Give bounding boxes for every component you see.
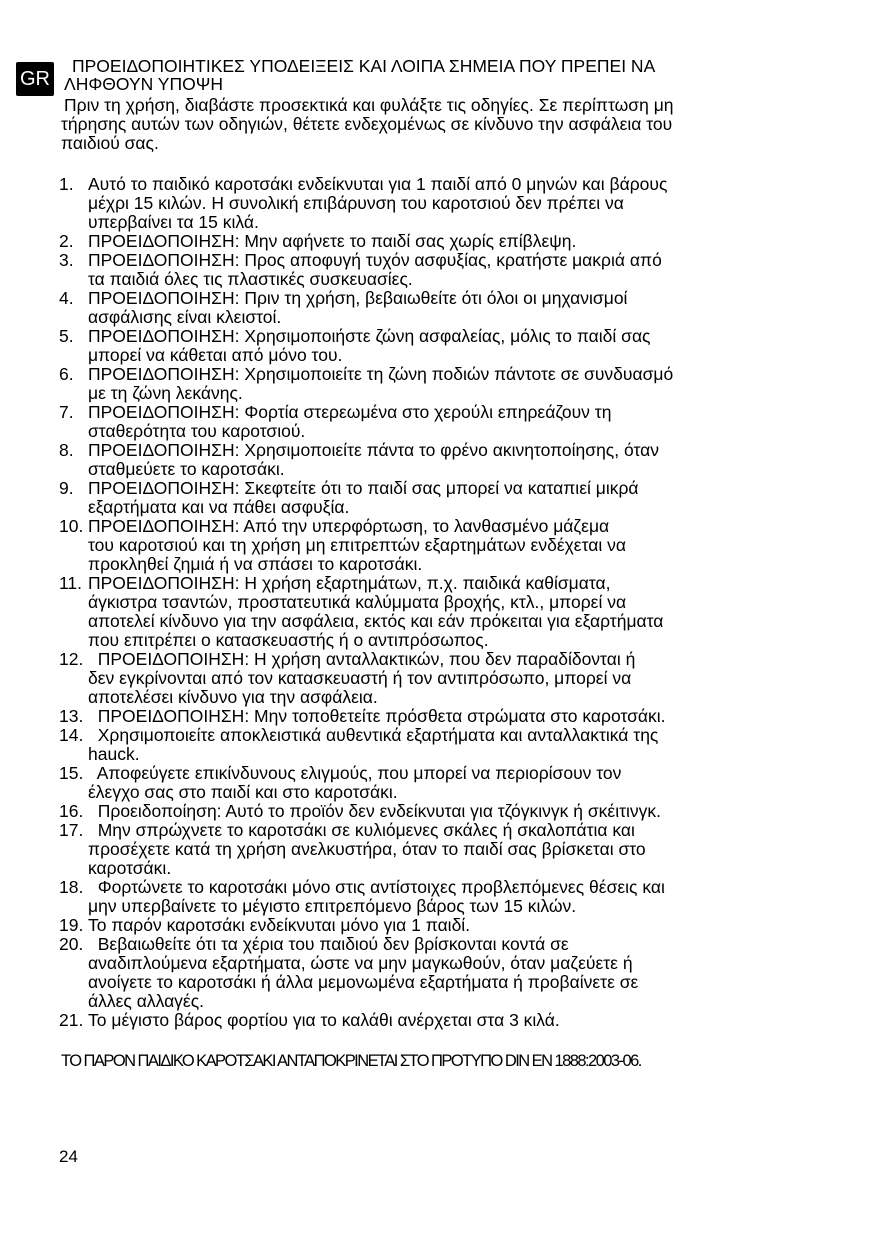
list-item-number: 15. [59, 763, 84, 783]
list-item-text-line: προκληθεί ζημιά ή να σπάσει το καροτσάκι. [88, 554, 423, 574]
list-item-text-line: ΠΡΟΕΙΔΟΠΟΙΗΣΗ: Χρησιμοποιείτε τη ζώνη ποδιών πάντοτε σε συνδυασμό [88, 364, 674, 384]
warning-list [59, 175, 804, 1030]
list-item [59, 403, 804, 441]
list-item-text-line: Αυτό το παιδικό καροτσάκι ενδείκνυται για 1 παιδί από 0 μηνών και βάρους [88, 174, 668, 194]
list-item-number: 14. [59, 725, 84, 745]
list-item [59, 232, 804, 251]
list-item [59, 289, 804, 327]
list-item-number: 9. [59, 478, 74, 498]
list-item-text-line: ΠΡΟΕΙΔΟΠΟΙΗΣΗ: Χρησιμοποιήστε ζώνη ασφαλείας, μόλις το παιδί σας [88, 326, 651, 346]
list-item-text-line: έλεγχο σας στο παιδί και στο καροτσάκι. [88, 782, 398, 802]
list-item-number: 13. [59, 706, 84, 726]
list-item-number: 12. [59, 649, 84, 669]
list-item-text-line: ΠΡΟΕΙΔΟΠΟΙΗΣΗ: Η χρήση εξαρτημάτων, π.χ. παιδικά καθίσματα, [88, 573, 611, 593]
intro-line: Πριν τη χρήση, διαβάστε προσεκτικά και φυλάξτε τις οδηγίες. Σε περίπτωση μη [64, 95, 674, 115]
page-number: 24 [59, 1147, 78, 1166]
list-item-number: 1. [59, 174, 74, 194]
list-item-text-line: ΠΡΟΕΙΔΟΠΟΙΗΣΗ: Πριν τη χρήση, βεβαιωθείτε ότι όλοι οι μηχανισμοί [88, 288, 628, 308]
list-item-text-line: ασφάλισης είναι κλειστοί. [88, 307, 282, 327]
list-item [59, 327, 804, 365]
list-item-number: 5. [59, 326, 74, 346]
list-item-text-line: σταθερότητα του καροτσιού. [88, 421, 306, 441]
list-item-text-line: καροτσάκι. [88, 858, 172, 878]
list-item-text-line: δεν εγκρίνονται από τον κατασκευαστή ή τον αντιπρόσωπο, μπορεί να [88, 668, 632, 688]
list-item [59, 764, 804, 802]
list-item [59, 251, 804, 289]
standard-compliance-note: ΤΟ ΠΑΡΟΝ ΠΑΙΔΙΚΟ ΚΑΡΟΤΣΑΚΙ ΑΝΤΑΠΟΚΡΙΝΕΤΑΙ ΣΤΟ ΠΡΟΤΥΠΟ DIN EN 1888:2003-06. [61, 1052, 641, 1070]
list-item-text-line: ΠΡΟΕΙΔΟΠΟΙΗΣΗ: Φορτία στερεωμένα στο χερούλι επηρεάζουν τη [88, 402, 612, 422]
list-item-number: 17. [59, 820, 84, 840]
list-item-text-line: Μην σπρώχνετε το καροτσάκι σε κυλιόμενες σκάλες ή σκαλοπάτια και [88, 820, 635, 840]
list-item-text-line: αναδιπλούμενα εξαρτήματα, ώστε να μην μαγκωθούν, όταν μαζεύετε ή [88, 953, 633, 973]
list-item [59, 802, 804, 821]
list-item [59, 441, 804, 479]
list-item-text-line: Φορτώνετε το καροτσάκι μόνο στις αντίστοιχες προβλεπόμενες θέσεις και [88, 877, 665, 897]
list-item-number: 3. [59, 250, 74, 270]
list-item-number: 4. [59, 288, 74, 308]
list-item-text-line: ΠΡΟΕΙΔΟΠΟΙΗΣΗ: Μην τοποθετείτε πρόσθετα στρώματα στο καροτσάκι. [88, 706, 666, 726]
list-item-text-line: άγκιστρα τσαντών, προστατευτικά καλύμματα βροχής, κτλ., μπορεί να [88, 592, 627, 612]
list-item-text-line: Το μέγιστο βάρος φορτίου για το καλάθι ανέρχεται στα 3 κιλά. [88, 1010, 560, 1030]
list-item-text-line: ανοίγετε το καροτσάκι ή άλλα μεμονωμένα εξαρτήματα ή προβαίνετε σε [88, 972, 639, 992]
list-item-text-line: με τη ζώνη λεκάνης. [88, 383, 243, 403]
list-item-number: 7. [59, 402, 74, 422]
list-item-text-line: αποτελέσει κίνδυνο για την ασφάλεια. [88, 687, 378, 707]
list-item [59, 574, 804, 650]
list-item-text-line: ΠΡΟΕΙΔΟΠΟΙΗΣΗ: Η χρήση ανταλλακτικών, που δεν παραδίδονται ή [88, 649, 636, 669]
list-item-text-line: τα παιδιά όλες τις πλαστικές συσκευασίες. [88, 269, 413, 289]
list-item-number: 2. [59, 231, 74, 251]
list-item [59, 821, 804, 878]
list-item-text-line: που επιτρέπει ο κατασκευαστής ή ο αντιπρόσωπος. [88, 630, 489, 650]
list-item-text-line: ΠΡΟΕΙΔΟΠΟΙΗΣΗ: Μην αφήνετε το παιδί σας χωρίς επίβλεψη. [88, 231, 577, 251]
list-item-number: 21. [59, 1010, 84, 1030]
list-item-text-line: ΠΡΟΕΙΔΟΠΟΙΗΣΗ: Σκεφτείτε ότι το παιδί σας μπορεί να καταπιεί μικρά [88, 478, 639, 498]
list-item-text-line: Βεβαιωθείτε ότι τα χέρια του παιδιού δεν βρίσκονται κοντά σε [88, 934, 569, 954]
intro-line: τήρησης αυτών των οδηγιών, θέτετε ενδεχομένως σε κίνδυνο την ασφάλεια του [61, 114, 673, 134]
list-item-text-line: άλλες αλλαγές. [88, 991, 205, 1011]
list-item-text-line: σταθμεύετε το καροτσάκι. [88, 459, 285, 479]
heading-line-1: ΠΡΟΕΙΔΟΠΟΙΗΤΙΚΕΣ ΥΠΟΔΕΙΞΕΙΣ ΚΑΙ ΛΟΙΠΑ ΣΗΜΕΙΑ ΠΟΥ ΠΡΕΠΕΙ ΝΑ [72, 56, 656, 76]
list-item [59, 1011, 804, 1030]
intro-line: παιδιού σας. [61, 133, 159, 153]
list-item-text-line: hauck. [88, 744, 140, 764]
list-item-number: 20. [59, 934, 84, 954]
list-item-text-line: του καροτσιού και τη χρήση μη επιτρεπτών εξαρτημάτων ενδέχεται να [88, 535, 627, 555]
list-item-text-line: Αποφεύγετε επικίνδυνους ελιγμούς, που μπορεί να περιορίσουν τον [88, 763, 622, 783]
list-item-text-line: αποτελεί κίνδυνο για την ασφάλεια, εκτός και εάν πρόκειται για εξαρτήματα [88, 611, 664, 631]
page-heading [61, 57, 801, 93]
list-item-text-line: εξαρτήματα και να πάθει ασφυξία. [88, 497, 350, 517]
list-item-number: 19. [59, 915, 84, 935]
list-item-number: 6. [59, 364, 74, 384]
list-item-text-line: ΠΡΟΕΙΔΟΠΟΙΗΣΗ: Προς αποφυγή τυχόν ασφυξίας, κρατήστε μακριά από [88, 250, 662, 270]
list-item [59, 916, 804, 935]
list-item-text-line: ΠΡΟΕΙΔΟΠΟΙΗΣΗ: Από την υπερφόρτωση, το λανθασμένο μάζεμα [88, 516, 610, 536]
list-item-text-line: ΠΡΟΕΙΔΟΠΟΙΗΣΗ: Χρησιμοποιείτε πάντα το φρένο ακινητοποίησης, όταν [88, 440, 659, 460]
list-item-text-line: Προειδοποίηση: Αυτό το προϊόν δεν ενδείκνυται για τζόγκινγκ ή σκέιτινγκ. [88, 801, 661, 821]
list-item [59, 650, 804, 707]
list-item-number: 18. [59, 877, 84, 897]
list-item-number: 16. [59, 801, 84, 821]
language-badge: GR [16, 62, 54, 96]
list-item-text-line: μέχρι 15 κιλών. Η συνολική επιβάρυνση του καροτσιού δεν πρέπει να [88, 193, 624, 213]
list-item-text-line: υπερβαίνει τα 15 κιλά. [88, 212, 259, 232]
list-item [59, 517, 804, 574]
list-item [59, 878, 804, 916]
list-item-text-line: μπορεί να κάθεται από μόνο του. [88, 345, 343, 365]
intro-paragraph [61, 96, 801, 153]
list-item [59, 365, 804, 403]
list-item-text-line: Χρησιμοποιείτε αποκλειστικά αυθεντικά εξαρτήματα και ανταλλακτικά της [88, 725, 659, 745]
list-item-number: 8. [59, 440, 74, 460]
list-item-text-line: προσέχετε κατά τη χρήση ανελκυστήρα, όταν το παιδί σας βρίσκεται στο [88, 839, 646, 859]
list-item [59, 175, 804, 232]
list-item [59, 707, 804, 726]
list-item [59, 479, 804, 517]
heading-line-2: ΛΗΦΘΟΥΝ ΥΠΟΨΗ [64, 74, 223, 94]
list-item [59, 726, 804, 764]
list-item-number: 11. [59, 573, 83, 593]
list-item-text-line: μην υπερβαίνετε το μέγιστο επιτρεπόμενο βάρος των 15 κιλών. [88, 896, 577, 916]
list-item [59, 935, 804, 1011]
list-item-number: 10. [59, 516, 84, 536]
list-item-text-line: Το παρόν καροτσάκι ενδείκνυται μόνο για 1 παιδί. [88, 915, 471, 935]
